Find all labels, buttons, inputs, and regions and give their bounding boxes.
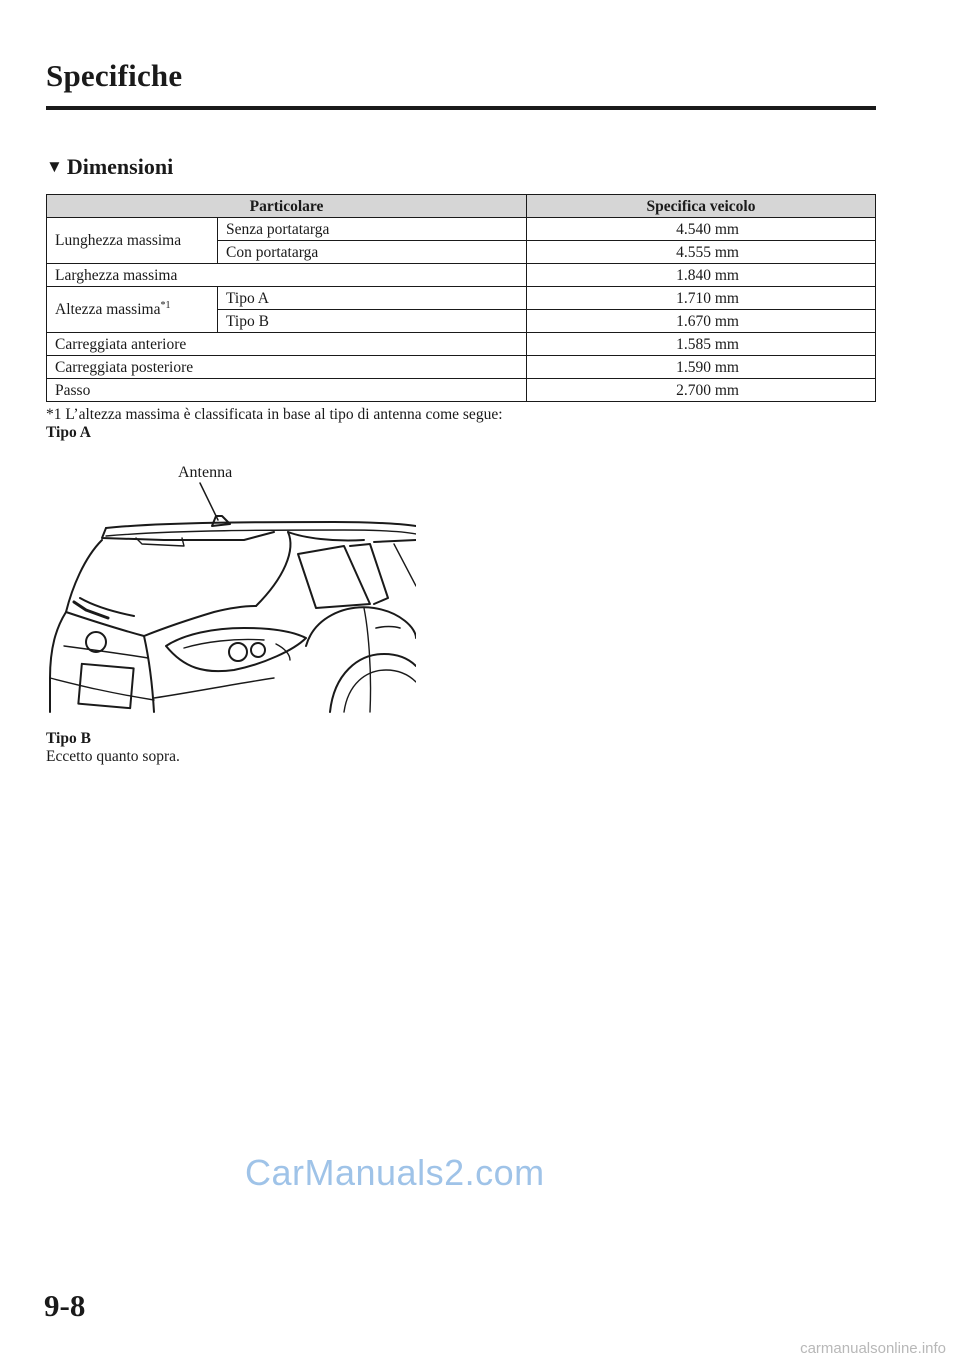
row-label-width: Larghezza massima xyxy=(47,264,527,287)
footer-site-text: carmanualsonline.info xyxy=(800,1340,946,1357)
watermark-logo: CarManuals2.com xyxy=(245,1152,545,1193)
dimensions-table xyxy=(46,194,876,402)
height-label: Altezza massima xyxy=(55,301,161,318)
row-label-height xyxy=(47,287,218,333)
antenna-label: Antenna xyxy=(178,464,233,481)
section-title: Dimensioni xyxy=(66,154,174,179)
section-heading xyxy=(46,154,173,180)
type-a-heading: Tipo A xyxy=(46,424,91,441)
row-label-wheelbase: Passo xyxy=(47,379,527,402)
table-row xyxy=(47,264,876,287)
table-header-row xyxy=(47,195,876,218)
row-sublabel: Tipo B xyxy=(218,310,527,333)
row-value: 4.555 mm xyxy=(527,241,876,264)
row-value: 2.700 mm xyxy=(527,379,876,402)
row-value: 1.840 mm xyxy=(527,264,876,287)
row-value: 1.670 mm xyxy=(527,310,876,333)
column-header-item: Particolare xyxy=(47,195,527,218)
car-rear-illustration xyxy=(44,478,416,714)
type-b-heading: Tipo B xyxy=(46,730,91,747)
row-value: 4.540 mm xyxy=(527,218,876,241)
type-b-text: Eccetto quanto sopra. xyxy=(46,748,180,765)
column-header-spec: Specifica veicolo xyxy=(527,195,876,218)
table-row xyxy=(47,333,876,356)
header-rule xyxy=(46,106,876,110)
row-value: 1.710 mm xyxy=(527,287,876,310)
row-value: 1.590 mm xyxy=(527,356,876,379)
table-row xyxy=(47,379,876,402)
row-sublabel: Senza portatarga xyxy=(218,218,527,241)
page-number: 9-8 xyxy=(44,1288,86,1323)
row-label-front-track: Carreggiata anteriore xyxy=(47,333,527,356)
antenna-leader-line xyxy=(200,483,218,520)
row-sublabel: Con portatarga xyxy=(218,241,527,264)
row-value: 1.585 mm xyxy=(527,333,876,356)
footnote-text: *1 L’altezza massima è classificata in base al tipo di antenna come segue: xyxy=(46,406,503,423)
page-title: Specifiche xyxy=(46,58,183,93)
row-sublabel: Tipo A xyxy=(218,287,527,310)
triangle-down-icon: ▼ xyxy=(46,157,63,176)
antenna-icon xyxy=(212,516,230,526)
footnote-marker: *1 xyxy=(160,299,171,311)
table-row xyxy=(47,287,876,310)
row-label-length: Lunghezza massima xyxy=(47,218,218,264)
table-row xyxy=(47,218,876,241)
table-row xyxy=(47,356,876,379)
row-label-rear-track: Carreggiata posteriore xyxy=(47,356,527,379)
